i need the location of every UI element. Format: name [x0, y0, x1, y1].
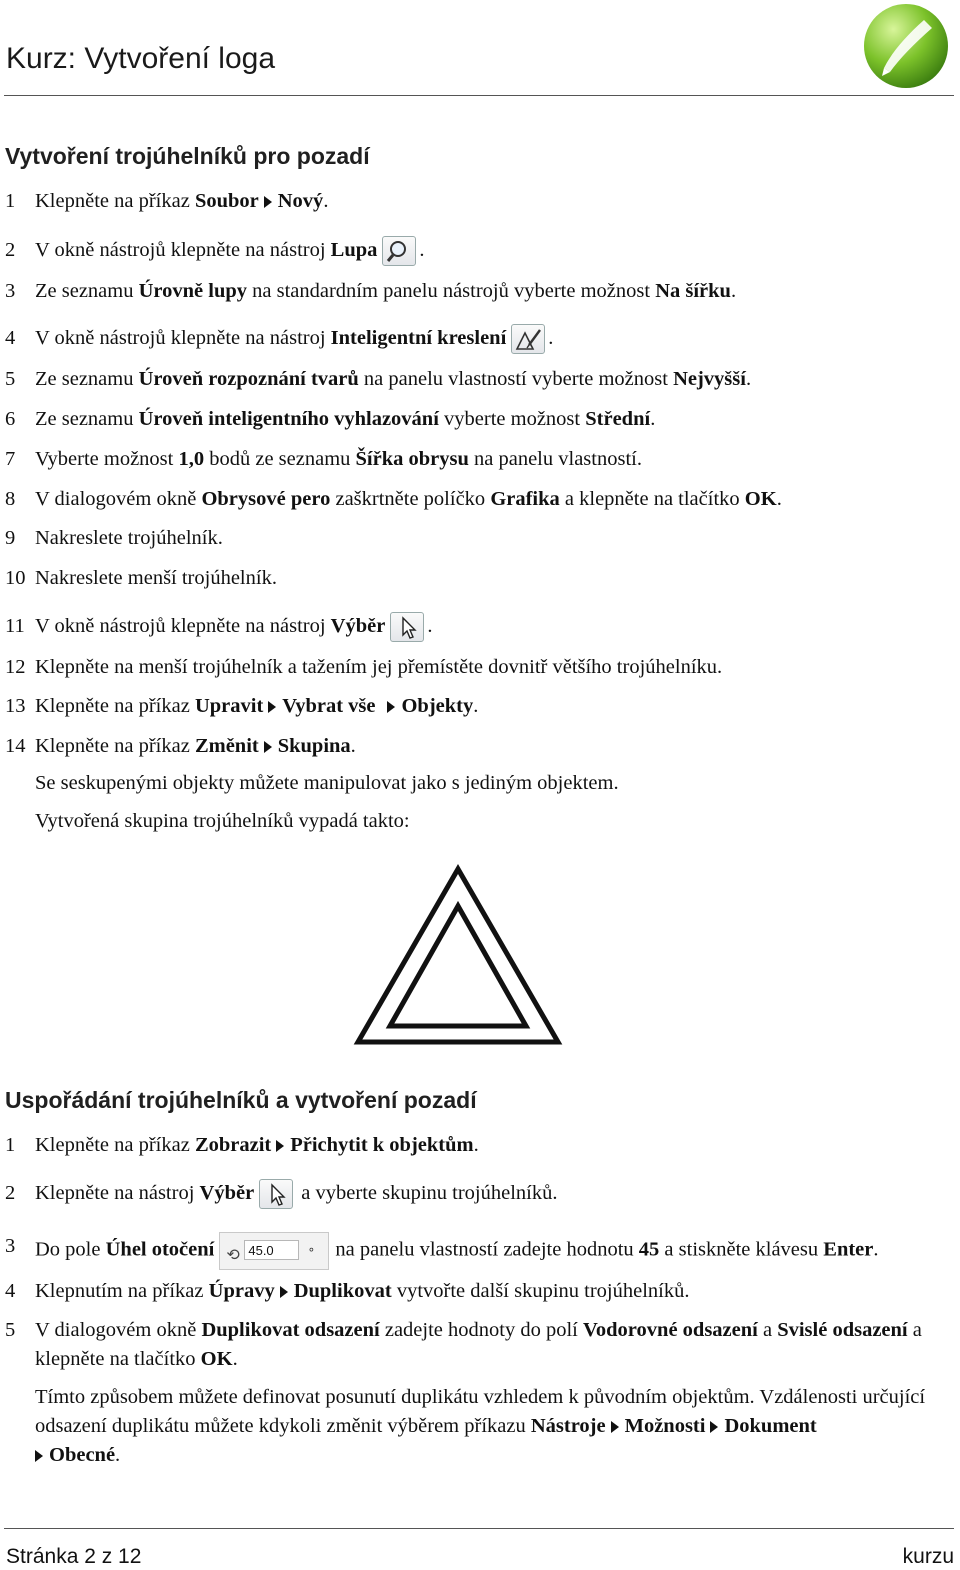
step-text: V okně nástrojů klepněte na nástroj: [35, 327, 331, 349]
menu-item-obecne: Obecné: [49, 1444, 116, 1466]
dialog-name: Duplikovat odsazení: [201, 1319, 380, 1341]
step-text: a stiskněte klávesu: [659, 1238, 824, 1261]
step-text: zadejte hodnoty do polí: [379, 1319, 583, 1341]
field-name: Svislé odsazení: [777, 1319, 908, 1341]
step-text: bodů ze seznamu: [204, 448, 356, 470]
menu-arrow-icon: [710, 1421, 718, 1433]
menu-item-soubor: Soubor: [194, 190, 259, 212]
step-number: 6: [5, 408, 16, 430]
step-text: Ze seznamu: [35, 368, 139, 390]
list-name: Úrovně lupy: [138, 280, 247, 302]
section-title-arrange: Uspořádání trojúhelníků a vytvoření pozadí: [5, 1087, 477, 1113]
step-number: 1: [5, 190, 16, 212]
menu-item-upravy: Úpravy: [208, 1280, 275, 1302]
rotate-icon: ⟲: [226, 1245, 240, 1264]
option-name: Střední: [585, 408, 651, 430]
step-text: vyberte možnost: [438, 408, 586, 430]
list-name: Šířka obrysu: [355, 448, 469, 470]
value-text: 1,0: [178, 448, 205, 470]
tool-name-vyber: Výběr: [330, 615, 386, 637]
step-number: 4: [5, 327, 16, 349]
step-number: 4: [5, 1280, 16, 1302]
step-text: Klepněte na menší trojúhelník a tažením jej přemístěte dovnitř většího trojúhelníku.: [35, 656, 723, 678]
step-text: na panelu vlastností zadejte hodnotu: [335, 1238, 639, 1261]
section-title-triangles: Vytvoření trojúhelníků pro pozadí: [5, 143, 370, 169]
list-name: Úroveň rozpoznání tvarů: [138, 368, 359, 390]
step-text: V dialogovém okně: [35, 1319, 202, 1341]
step-text: Klepněte na nástroj: [35, 1182, 200, 1204]
menu-item-zmenit: Změnit: [194, 735, 259, 757]
menu-item-upravit: Upravit: [194, 695, 264, 717]
step-text: a: [757, 1319, 778, 1341]
step-number: 2: [5, 239, 16, 261]
note-text: Se seskupenými objekty můžete manipulovat jako s jediným objektem.: [35, 772, 619, 794]
menu-item-dokument: Dokument: [724, 1415, 817, 1437]
step-number: 13: [5, 695, 26, 717]
page-number: Stránka 2 z 12: [6, 1545, 142, 1568]
step-text: Klepněte na příkaz: [35, 190, 195, 212]
menu-arrow-icon: [268, 701, 276, 713]
step-number: 8: [5, 488, 16, 510]
step-text: Vyberte možnost: [35, 448, 179, 470]
step-text: V dialogovém okně: [35, 488, 202, 510]
step-text: Klepnutím na příkaz: [35, 1280, 209, 1302]
step-text: Nakreslete menší trojúhelník.: [35, 567, 277, 589]
tool-name-smart-drawing: Inteligentní kreslení: [330, 327, 507, 349]
step-number: 3: [5, 280, 16, 302]
note-text: [35, 1383, 952, 1470]
option-name: Na šířku: [655, 280, 731, 302]
menu-arrow-icon: [35, 1450, 43, 1462]
step-text-end: .: [350, 735, 356, 757]
step-text-end: vytvořte další skupinu trojúhelníků.: [391, 1280, 690, 1302]
document-title: Kurz: Vytvoření loga: [6, 42, 276, 75]
tool-name-vyber: Výběr: [199, 1182, 255, 1204]
step-text-end: .: [873, 1238, 879, 1261]
step-text: V okně nástrojů klepněte na nástroj: [35, 615, 331, 637]
menu-item-vybrat-vse: Vybrat vše: [282, 695, 376, 717]
pick-tool-icon: [259, 1179, 293, 1209]
step-number: 10: [5, 567, 26, 589]
step-text-end: na panelu vlastností.: [468, 448, 642, 470]
step-text-end: .: [548, 327, 554, 349]
pick-tool-icon: [390, 612, 424, 642]
step-text: zaškrtněte políčko: [330, 488, 491, 510]
step-text-end: .: [776, 488, 782, 510]
menu-item-prichytit: Přichytit k objektům: [290, 1134, 474, 1156]
step-text-end: .: [650, 408, 656, 430]
note-text: Vytvořená skupina trojúhelníků vypadá takto:: [35, 810, 410, 832]
menu-item-moznosti: Možnosti: [624, 1415, 706, 1437]
step-number: 7: [5, 448, 16, 470]
list-name: Úroveň inteligentního vyhlazování: [138, 408, 439, 430]
step-text-end: .: [323, 190, 329, 212]
footer-label: kurzu: [902, 1545, 954, 1568]
smart-drawing-tool-icon: [511, 324, 545, 354]
degree-symbol: °: [308, 1246, 315, 1260]
step-number: 11: [5, 615, 25, 637]
step-text-end: .: [473, 1134, 479, 1156]
note-text-end: .: [115, 1444, 121, 1466]
menu-arrow-icon: [280, 1286, 288, 1298]
field-name: Úhel otočení: [105, 1238, 215, 1261]
tool-name-lupa: Lupa: [330, 239, 378, 261]
step-text-end: .: [730, 280, 737, 302]
step-text: Klepněte na příkaz: [35, 695, 195, 717]
step-text: Do pole: [35, 1238, 106, 1261]
step-number: 3: [5, 1235, 16, 1257]
note-text-a: Tímto způsobem můžete definovat posunutí duplikátu vzhledem k původním objektům. Vzdálenosti určující odsazení duplikátu můžete kdykoli změnit výběrem příkazu: [35, 1386, 926, 1437]
step-text: V okně nástrojů klepněte na nástroj: [35, 239, 331, 261]
step-text: Nakreslete trojúhelník.: [35, 527, 223, 549]
menu-arrow-icon: [387, 701, 395, 713]
field-name: Vodorovné odsazení: [582, 1319, 758, 1341]
step-text: Klepněte na příkaz: [35, 1134, 195, 1156]
menu-item-nastroje: Nástroje: [530, 1415, 606, 1437]
dialog-name: Obrysové pero: [201, 488, 331, 510]
checkbox-name: Grafika: [490, 488, 560, 510]
step-number: 5: [5, 1319, 16, 1341]
key-name: Enter: [823, 1238, 874, 1261]
step-text: Klepněte na příkaz: [35, 735, 195, 757]
button-name: OK: [744, 488, 777, 510]
step-text-end: .: [232, 1348, 238, 1370]
menu-item-objekty: Objekty: [401, 695, 474, 717]
button-name: OK: [200, 1348, 233, 1370]
menu-arrow-icon: [611, 1421, 619, 1433]
menu-item-novy: Nový: [277, 190, 324, 212]
step-number: 14: [5, 735, 26, 757]
option-name: Nejvyšší: [673, 368, 746, 390]
step-text: na standardním panelu nástrojů vyberte možnost: [247, 280, 656, 302]
step-text-end: a vyberte skupinu trojúhelníků.: [296, 1182, 558, 1204]
rotation-angle-value: 45.0: [244, 1240, 299, 1260]
step-text-end: .: [473, 695, 479, 717]
corel-logo-icon: [862, 2, 950, 90]
zoom-tool-icon: [382, 236, 416, 266]
menu-item-skupina: Skupina: [277, 735, 351, 757]
menu-arrow-icon: [264, 196, 272, 208]
step-text: a klepněte na tlačítko: [559, 488, 745, 510]
step-text-end: .: [427, 615, 433, 637]
step-text-end: .: [419, 239, 425, 261]
step-text: na panelu vlastností vyberte možnost: [358, 368, 674, 390]
step-text: a klepněte na tlačítko: [35, 1319, 922, 1370]
nested-triangles-illustration: [352, 862, 564, 1047]
menu-arrow-icon: [276, 1140, 284, 1152]
step-number: 2: [5, 1182, 16, 1204]
step-number: 5: [5, 368, 16, 390]
step-text-end: .: [745, 368, 752, 390]
header-divider: [4, 95, 954, 96]
rotation-angle-field: [219, 1232, 329, 1270]
step-text: Ze seznamu: [35, 408, 139, 430]
step-number: 9: [5, 527, 16, 549]
menu-item-zobrazit: Zobrazit: [194, 1134, 272, 1156]
step-text: Ze seznamu: [35, 280, 139, 302]
step-number: 1: [5, 1134, 16, 1156]
footer-divider: [4, 1528, 954, 1529]
value-text: 45: [638, 1238, 660, 1261]
menu-arrow-icon: [264, 741, 272, 753]
menu-item-duplikovat: Duplikovat: [293, 1280, 392, 1302]
step-number: 12: [5, 656, 26, 678]
